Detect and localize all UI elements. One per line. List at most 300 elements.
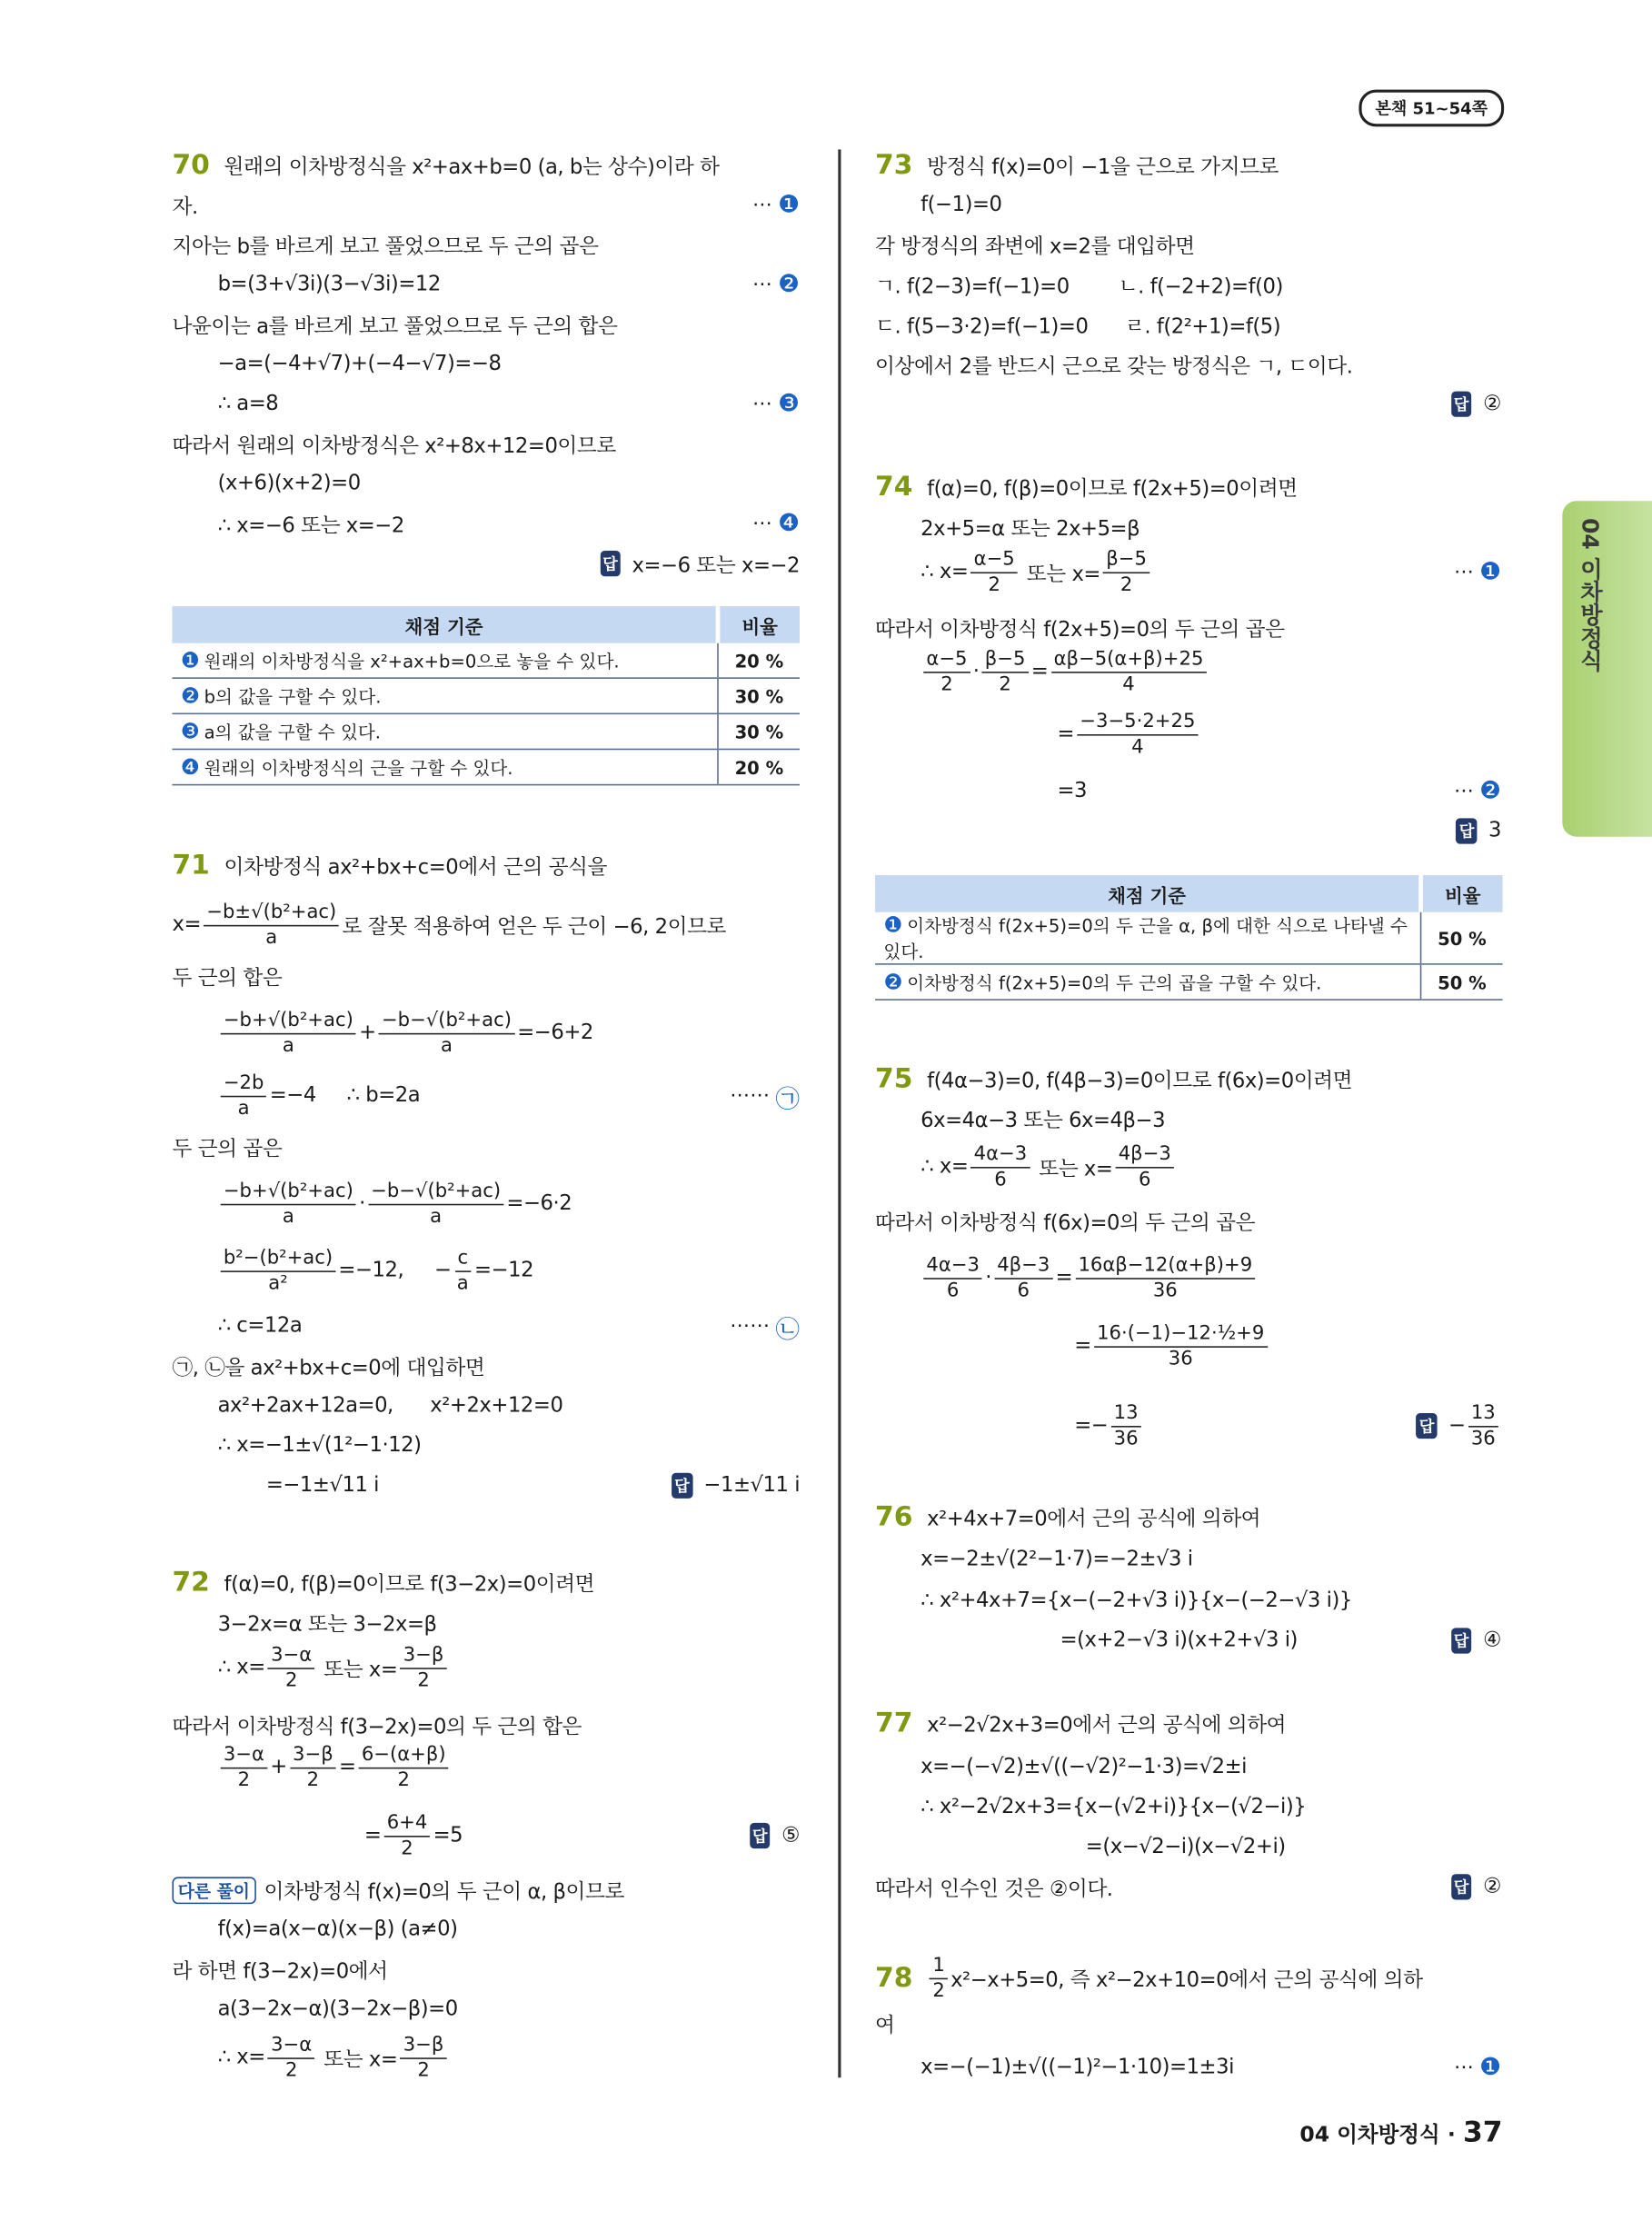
solution-line <box>921 1103 1501 1134</box>
solution-line <box>921 547 1502 596</box>
math-text: = <box>1055 1266 1073 1290</box>
math-text: 따라서 이차방정식 f(2x+5)=0의 두 근의 곱은 <box>875 618 1285 642</box>
math-text: f(x)=a(x−α)(x−β) (a≠0) <box>217 1917 458 1941</box>
criterion-cell <box>875 964 1421 1000</box>
math-text: 2x+5=α 또는 2x+5=β <box>921 517 1140 541</box>
table-row <box>172 713 800 749</box>
solution-line <box>875 612 1501 642</box>
problem-number: 73 <box>875 149 913 181</box>
dots: ⋯ <box>1453 2056 1474 2079</box>
answer-icon: 답 <box>672 1473 692 1499</box>
fraction <box>923 1253 982 1303</box>
math-text: = <box>1030 660 1049 683</box>
solution-line <box>217 2032 800 2082</box>
final-answer <box>1451 388 1501 419</box>
math-text: 따라서 이차방정식 f(3−2x)=0의 두 근의 합은 <box>172 1715 582 1738</box>
solution-line <box>1060 1625 1501 1656</box>
solution-line <box>921 646 1501 695</box>
math-text: −a=(−4+√7)+(−4−√7)=−8 <box>217 353 502 376</box>
math-text: 두 근의 곱은 <box>172 1137 283 1160</box>
criterion-text: 원래의 이차방정식을 x²+ax+b=0으로 놓을 수 있다. <box>204 650 620 672</box>
answer-icon: 답 <box>1457 818 1478 843</box>
denominator: a <box>456 1271 469 1295</box>
numerator: 16·(−1)−12·½+9 <box>1094 1321 1268 1347</box>
math-text: =(x−√2−i)(x−√2+i) <box>1085 1836 1286 1859</box>
scoring-table-70 <box>172 606 800 785</box>
criterion-text: b의 값을 구할 수 있다. <box>204 685 382 708</box>
math-text: = <box>1057 722 1075 746</box>
math-text: x²+4x+7=0에서 근의 공식에 의하여 <box>927 1508 1261 1531</box>
math-text: ㄷ. f(5−3·2)=f(−1)=0 ㄹ. f(2²+1)=f(5) <box>875 314 1281 338</box>
math-text: 따라서 인수인 것은 ②이다. <box>875 1877 1113 1901</box>
dots: ⋯ <box>751 193 772 217</box>
solution-line <box>218 1914 800 1945</box>
fraction <box>971 1142 1030 1192</box>
math-text: ㄱ. f(2−3)=f(−1)=0 ㄴ. f(−2+2)=f(0) <box>875 275 1283 299</box>
math-text: =−6·2 <box>506 1192 572 1216</box>
numerator: 3−α <box>268 2033 314 2058</box>
solution-line <box>218 1390 800 1421</box>
math-text: = <box>1074 1334 1091 1358</box>
denominator: 36 <box>1113 1426 1139 1449</box>
criterion-text: 이차방정식 f(2x+5)=0의 두 근의 곱을 구할 수 있다. <box>907 971 1322 993</box>
step-number-icon: ❶ <box>778 190 801 220</box>
numerator: 3−α <box>221 1742 267 1768</box>
numerator: −3−5·2+25 <box>1077 710 1198 735</box>
solution-line <box>218 1071 801 1120</box>
solution-line <box>218 508 800 539</box>
numerator: −2b <box>221 1071 267 1096</box>
solution-line <box>875 1871 1501 1902</box>
numerator: β−5 <box>1103 547 1149 573</box>
chapter-side-tab-label: 04 이차방정식 <box>1577 517 1604 672</box>
solution-line <box>875 229 1501 260</box>
criterion-number-icon: ❶ <box>180 647 200 673</box>
solution-line <box>218 1994 800 2025</box>
math-text: ∴ x=−1±√(1²−1·12) <box>217 1434 422 1458</box>
math-text: =−12 <box>474 1259 534 1282</box>
solution-line <box>218 1742 800 1791</box>
denominator: 36 <box>1152 1278 1178 1302</box>
step-number-icon: ❹ <box>778 509 801 538</box>
solution-line <box>875 309 1501 340</box>
math-text: 원래의 이차방정식을 x²+ax+b=0 (a, b는 상수)이라 하 <box>224 155 720 179</box>
criterion-text: 원래의 이차방정식의 근을 구할 수 있다. <box>204 757 513 779</box>
criterion-number-icon: ❶ <box>883 911 903 938</box>
fraction <box>401 2033 447 2083</box>
solution-line <box>1057 709 1501 758</box>
math-text: f(4α−3)=0, f(4β−3)=0이므로 f(6x)=0이려면 <box>927 1069 1353 1092</box>
dots: ⋯ <box>751 273 772 296</box>
denominator: a <box>440 1033 453 1057</box>
page-number: 37 <box>1462 2114 1503 2149</box>
solution-line <box>218 388 800 419</box>
problem-number: 75 <box>875 1062 913 1095</box>
criterion-number-icon: ❷ <box>180 682 200 709</box>
problem-75-heading <box>875 1063 1501 1094</box>
solution-line <box>875 2007 1501 2038</box>
solution-line <box>875 815 1501 846</box>
solution-line <box>218 1430 800 1461</box>
dots: ⋯ <box>1453 780 1474 803</box>
math-text: · <box>359 1192 365 1216</box>
math-text: 지아는 b를 바르게 보고 풀었으므로 두 근의 곱은 <box>172 235 599 259</box>
solution-line <box>172 309 800 340</box>
page-footer <box>1299 2115 1502 2149</box>
final-answer <box>1457 815 1501 846</box>
solution-line <box>172 1954 800 1985</box>
solution-line <box>218 1607 800 1638</box>
step-marker <box>752 269 800 300</box>
solution-line <box>217 1642 800 1692</box>
solution-line <box>875 1205 1501 1236</box>
step-number-icon: ❶ <box>1479 557 1502 587</box>
fraction <box>359 1742 449 1792</box>
math-text: x=−(−1)±√((−1)²−1·10)=1±3i <box>921 2056 1234 2079</box>
problem-77-heading <box>875 1708 1501 1738</box>
math-text: · <box>972 660 980 683</box>
math-text: ∴ x²−2√2x+3={x−(√2+i)}{x−(√2−i)} <box>921 1796 1307 1819</box>
math-text: 로 잘못 적용하여 얻은 두 근이 −6, 2이므로 <box>342 915 727 939</box>
problem-number: 77 <box>875 1708 913 1739</box>
math-text: ② <box>1483 1875 1502 1898</box>
math-text: −1±√11 i <box>703 1474 801 1498</box>
denominator: a <box>282 1204 294 1228</box>
solution-line <box>172 189 800 220</box>
table-row <box>875 912 1503 964</box>
math-text: x= <box>172 913 202 937</box>
fraction <box>1094 1321 1268 1371</box>
solution-line <box>172 548 800 579</box>
denominator: 6 <box>1139 1167 1151 1190</box>
math-text: =−4 ∴ b=2a <box>269 1084 421 1108</box>
fraction <box>1111 1401 1141 1451</box>
denominator: 4 <box>1131 734 1144 758</box>
percentage-cell: 20 % <box>718 749 800 784</box>
final-answer <box>1417 1400 1501 1449</box>
math-text: f(α)=0, f(β)=0이므로 f(3−2x)=0이려면 <box>224 1573 595 1597</box>
solution-line <box>1074 1400 1501 1449</box>
denominator: 36 <box>1470 1426 1496 1449</box>
math-text: ㉠, ㉡을 ax²+bx+c=0에 대입하면 <box>172 1357 485 1380</box>
numerator: 13 <box>1111 1401 1141 1427</box>
criterion-text: 이차방정식 f(2x+5)=0의 두 근을 α, β에 대한 식으로 나타낼 수 있다. <box>883 914 1408 962</box>
numerator: 1 <box>930 1953 948 1978</box>
math-text: 따라서 원래의 이차방정식은 x²+8x+12=0이므로 <box>172 434 616 458</box>
numerator: 6−(α+β) <box>359 1742 449 1768</box>
step-marker <box>730 1081 801 1114</box>
denominator: 4 <box>1122 672 1135 695</box>
numerator: 4β−3 <box>1116 1142 1174 1168</box>
numerator: α−5 <box>971 547 1018 573</box>
step-marker <box>1454 556 1501 587</box>
math-text: x²−x+5=0, 즉 x²−2x+10=0에서 근의 공식에 의하 <box>950 1968 1423 1992</box>
numerator: 13 <box>1468 1401 1498 1427</box>
math-text: x²−2√2x+3=0에서 근의 공식에 의하여 <box>927 1714 1287 1738</box>
table-row <box>172 643 800 678</box>
fraction <box>368 1179 503 1229</box>
math-text: 라 하면 f(3−2x)=0에서 <box>172 1960 388 1984</box>
percentage-cell: 50 % <box>1421 964 1503 1000</box>
math-text: =−6+2 <box>517 1021 593 1045</box>
fraction <box>930 1953 948 2003</box>
fraction <box>1116 1142 1174 1192</box>
math-text: 또는 x= <box>317 2048 398 2072</box>
numerator: −b±√(b²+ac) <box>204 900 339 925</box>
math-text: + <box>359 1021 376 1045</box>
fraction <box>221 1246 336 1296</box>
denominator: 2 <box>237 1768 251 1791</box>
step-marker <box>1454 775 1501 806</box>
denominator: 2 <box>284 1668 298 1692</box>
percentage-cell: 30 % <box>718 713 800 749</box>
fraction <box>268 2033 314 2083</box>
step-marker <box>730 1310 801 1344</box>
criterion-text: a의 값을 구할 수 있다. <box>204 721 382 743</box>
step-number-icon: ❶ <box>1479 2053 1502 2082</box>
footer-chapter: 04 이차방정식 · <box>1299 2121 1456 2147</box>
fraction <box>204 900 339 950</box>
denominator: 2 <box>940 672 953 695</box>
math-text: 또는 x= <box>317 1658 398 1682</box>
denominator: 2 <box>417 1668 430 1692</box>
table-row <box>172 678 800 713</box>
solution-line <box>218 468 800 499</box>
problem-76-heading <box>875 1501 1501 1532</box>
numerator: c <box>454 1246 471 1271</box>
solution-line <box>921 1585 1501 1616</box>
solution-line <box>217 1310 801 1344</box>
math-text: =−12, − <box>338 1259 452 1282</box>
math-text: 6x=4α−3 또는 6x=4β−3 <box>921 1109 1166 1132</box>
denominator: a <box>265 925 278 949</box>
percentage-cell: 30 % <box>718 678 800 713</box>
math-text: ∴ x²+4x+7={x−(−2+√3 i)}{x−(−2−√3 i)} <box>921 1589 1352 1613</box>
denominator: a² <box>268 1271 288 1295</box>
numerator: −b+√(b²+ac) <box>221 1008 356 1033</box>
numerator: −b−√(b²+ac) <box>368 1179 503 1204</box>
numerator: 3−β <box>401 1643 447 1668</box>
criterion-cell <box>172 678 718 713</box>
math-text: ∴ x= <box>217 1656 265 1679</box>
chapter-side-tab <box>1562 501 1652 837</box>
denominator: 2 <box>284 2058 298 2082</box>
math-text: ∴ x= <box>217 2046 265 2069</box>
denominator: 36 <box>1168 1347 1193 1370</box>
denominator: 6 <box>1017 1278 1030 1302</box>
answer-icon: 답 <box>750 1823 771 1848</box>
table-row <box>172 749 800 784</box>
denominator: a <box>430 1204 443 1228</box>
denominator: a <box>237 1096 250 1120</box>
dots: ⋯ <box>751 512 772 535</box>
problem-70-heading <box>172 149 800 180</box>
math-text: 두 근의 합은 <box>172 967 283 991</box>
numerator: 4α−3 <box>923 1253 982 1279</box>
dots: ⋯ <box>1453 560 1474 584</box>
math-text: 여 <box>875 2014 895 2037</box>
column-divider <box>838 149 840 2077</box>
problem-72-heading <box>172 1567 800 1598</box>
solution-line <box>218 1245 800 1295</box>
math-text: 또는 x= <box>1032 1157 1113 1180</box>
solution-line <box>921 511 1501 542</box>
fraction <box>384 1811 431 1861</box>
final-answer <box>672 1470 800 1501</box>
solution-line <box>921 1544 1501 1575</box>
numerator: α−5 <box>923 647 970 672</box>
denominator: 2 <box>397 1768 410 1791</box>
math-text: + <box>270 1756 287 1779</box>
numerator: −b+√(b²+ac) <box>221 1179 356 1204</box>
math-text: 이상에서 2를 반드시 근으로 갖는 방정식은 ㄱ, ㄷ이다. <box>875 354 1353 378</box>
math-text: 3 <box>1488 819 1502 843</box>
step-number-icon: ㉡ <box>775 1315 801 1344</box>
math-text: 각 방정식의 좌변에 x=2를 대입하면 <box>875 235 1195 259</box>
table-header-cell: 채점 기준 <box>172 606 718 643</box>
math-text: 3−2x=α 또는 3−2x=β <box>217 1612 437 1637</box>
problem-number: 78 <box>875 1962 913 1994</box>
fraction <box>221 1742 267 1792</box>
solution-line <box>218 1179 800 1228</box>
solution-line <box>921 1791 1501 1822</box>
numerator: 3−α <box>268 1643 314 1668</box>
fraction <box>1103 547 1149 597</box>
solution-line <box>218 349 800 380</box>
numerator: αβ−5(α+β)+25 <box>1050 647 1206 672</box>
math-text: =3 <box>1057 780 1088 803</box>
denominator: 2 <box>932 1978 945 2002</box>
step-marker <box>752 388 800 419</box>
math-text: 또는 x= <box>1020 563 1101 586</box>
solution-line <box>921 189 1501 220</box>
answer-icon: 답 <box>1451 392 1472 417</box>
step-number-icon: ❸ <box>778 390 801 419</box>
numerator: 4β−3 <box>994 1253 1052 1279</box>
math-text: ∴ c=12a <box>217 1314 303 1338</box>
percentage-cell: 50 % <box>1421 912 1503 964</box>
solution-line <box>218 1008 800 1057</box>
math-text: ∴ x= <box>921 1155 969 1179</box>
math-text: x=−2±√(2²−1·7)=−2±√3 i <box>921 1548 1193 1571</box>
math-text: · <box>985 1266 991 1290</box>
solution-line <box>1086 1831 1501 1862</box>
table-header-cell: 비율 <box>1421 875 1503 912</box>
problem-78-heading <box>875 1953 1501 2002</box>
math-text: − <box>1448 1414 1466 1438</box>
solution-line <box>921 1252 1501 1302</box>
fraction <box>923 647 970 697</box>
fraction <box>1468 1401 1498 1451</box>
fraction <box>290 1742 336 1792</box>
denominator: 2 <box>401 1836 413 1859</box>
denominator: 2 <box>417 2058 430 2082</box>
dots: ⋯ <box>751 393 772 416</box>
math-text: = <box>339 1756 356 1779</box>
math-text: ∴ x= <box>921 560 969 584</box>
denominator: a <box>282 1033 294 1057</box>
fraction <box>268 1643 314 1693</box>
numerator: 6+4 <box>384 1811 431 1837</box>
fraction <box>221 1071 267 1120</box>
math-text: ∴ a=8 <box>217 393 279 416</box>
criterion-cell <box>172 643 718 678</box>
final-answer <box>1451 1625 1501 1656</box>
solution-line <box>218 269 800 300</box>
math-text: x=−6 또는 x=−2 <box>632 553 801 577</box>
denominator: 6 <box>946 1278 960 1302</box>
math-text: =5 <box>433 1824 463 1848</box>
solution-line <box>172 961 800 991</box>
math-text: =−1±√11 i <box>265 1474 380 1498</box>
numerator: 16αβ−12(α+β)+9 <box>1075 1253 1255 1279</box>
dots: ⋯⋯ <box>730 1084 771 1108</box>
denominator: 2 <box>999 672 1011 695</box>
solution-line <box>921 1752 1501 1783</box>
dots: ⋯⋯ <box>730 1314 771 1338</box>
final-answer <box>750 1820 800 1851</box>
solution-line <box>172 1131 800 1162</box>
solution-line <box>1057 775 1501 806</box>
fraction <box>401 1643 447 1693</box>
math-text: 따라서 이차방정식 f(6x)=0의 두 근의 곱은 <box>875 1211 1256 1235</box>
math-text: 나윤이는 a를 바르게 보고 풀었으므로 두 근의 합은 <box>172 314 618 338</box>
solution-line <box>1074 1320 1501 1370</box>
numerator: 3−β <box>401 2033 447 2058</box>
solution-line <box>172 900 800 949</box>
math-text: ⑤ <box>781 1824 801 1848</box>
solution-line <box>363 1810 801 1859</box>
criterion-number-icon: ❸ <box>180 718 200 744</box>
solution-line <box>172 1350 800 1381</box>
fraction <box>454 1246 472 1296</box>
step-marker <box>752 189 800 220</box>
answer-icon: 답 <box>1451 1628 1472 1653</box>
denominator: 2 <box>988 573 1000 596</box>
solution-line <box>172 428 800 459</box>
math-text: = <box>363 1824 382 1848</box>
solution-line <box>921 2052 1501 2083</box>
final-answer <box>600 548 800 579</box>
math-text: ② <box>1483 393 1502 416</box>
criterion-number-icon: ❷ <box>883 969 903 995</box>
math-text: ax²+2ax+12a=0, x²+2x+12=0 <box>217 1394 563 1418</box>
math-text: 방정식 f(x)=0이 −1을 근으로 가지므로 <box>927 155 1279 179</box>
solution-line <box>172 1709 800 1740</box>
answer-icon: 답 <box>1417 1413 1438 1439</box>
final-answer <box>1451 1871 1501 1902</box>
fraction <box>994 1253 1052 1303</box>
numerator: −b−√(b²+ac) <box>379 1008 514 1033</box>
problem-number: 74 <box>875 471 913 503</box>
math-text: =(x+2−√3 i)(x+2+√3 i) <box>1060 1628 1298 1653</box>
denominator: 6 <box>994 1167 1007 1190</box>
math-text: 이차방정식 ax²+bx+c=0에서 근의 공식을 <box>224 855 607 879</box>
criterion-cell <box>172 713 718 749</box>
math-text: f(−1)=0 <box>921 193 1002 217</box>
math-text: f(α)=0, f(β)=0이므로 f(2x+5)=0이려면 <box>927 477 1298 501</box>
fraction <box>982 647 1029 697</box>
problem-number: 71 <box>172 849 210 881</box>
math-text: x=−(−√2)±√((−√2)²−1·3)=√2±i <box>921 1756 1247 1779</box>
solution-line <box>875 388 1501 419</box>
math-text: ∴ x=−6 또는 x=−2 <box>217 514 404 538</box>
answer-icon: 답 <box>600 551 621 576</box>
problem-73-heading <box>875 149 1501 180</box>
math-text: b=(3+√3i)(3−√3i)=12 <box>217 273 441 296</box>
scoring-table-74 <box>875 875 1503 1001</box>
math-text: 자. <box>172 195 198 219</box>
